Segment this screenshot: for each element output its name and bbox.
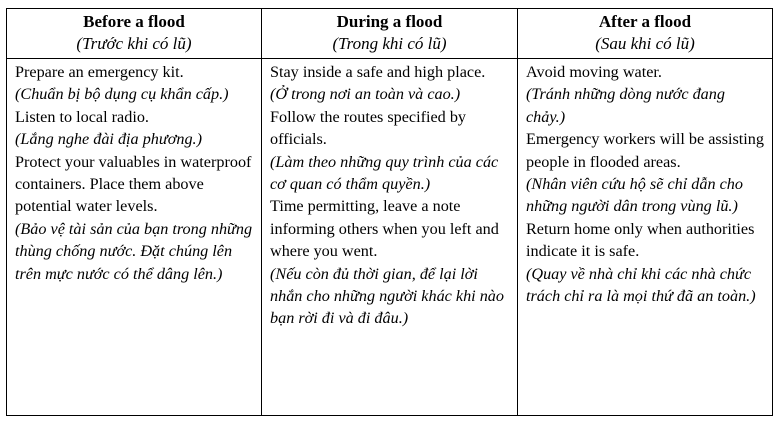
tip-text: Emergency workers will be assisting people in flooded areas. — [526, 130, 764, 171]
tip-translation: (Tránh những dòng nước đang chảy.) — [526, 85, 725, 126]
column-subtitle: (Sau khi có lũ) — [595, 34, 695, 53]
flood-safety-table — [6, 8, 773, 416]
header-during — [262, 9, 518, 59]
header-row — [7, 9, 773, 59]
tip-text: Time permitting, leave a note informing others when you left and where you went. — [270, 197, 499, 261]
content-row — [7, 59, 773, 416]
tip-translation: (Quay về nhà chỉ khi các nhà chức trách chỉ ra là mọi thứ đã an toàn.) — [526, 264, 756, 306]
tip-translation: (Nhân viên cứu hộ sẽ chỉ dẫn cho những người dân trong vùng lũ.) — [526, 175, 743, 216]
tip-translation: (Ở trong nơi an toàn và cao.) — [270, 85, 461, 104]
cell-before — [7, 59, 262, 416]
cell-after — [518, 59, 773, 416]
cell-during — [262, 59, 518, 416]
tip-text: Prepare an emergency kit. — [15, 63, 184, 81]
tip-text: Stay inside a safe and high place. — [270, 63, 486, 81]
tip-translation: (Nếu còn đủ thời gian, để lại lời nhắn cho những người khác khi nào bạn rời đi và đi đâu.) — [270, 264, 504, 328]
column-title: Before a flood — [83, 12, 185, 31]
tip-translation: (Chuẩn bị bộ dụng cụ khẩn cấp.) — [15, 85, 229, 104]
column-subtitle: (Trong khi có lũ) — [332, 34, 447, 53]
tip-text: Return home only when authorities indicate it is safe. — [526, 219, 755, 261]
tip-translation: (Bảo vệ tài sản của bạn trong những thùng chống nước. Đặt chúng lên trên mực nước có thể dâng lên.) — [15, 219, 253, 283]
tip-text: Avoid moving water. — [526, 63, 662, 81]
tip-text: Follow the routes specified by officials. — [270, 107, 467, 149]
tip-text: Listen to local radio. — [15, 107, 149, 126]
tip-text: Protect your valuables in waterproof containers. Place them above potential water levels. — [15, 152, 252, 216]
column-title: During a flood — [336, 12, 443, 31]
column-title: After a flood — [598, 12, 692, 31]
tip-translation: (Lắng nghe đài địa phương.) — [15, 130, 202, 149]
header-after — [518, 9, 773, 59]
header-before — [7, 9, 262, 59]
tip-translation: (Làm theo những quy trình của các cơ quan có thẩm quyền.) — [270, 152, 499, 194]
column-subtitle: (Trước khi có lũ) — [76, 34, 192, 53]
